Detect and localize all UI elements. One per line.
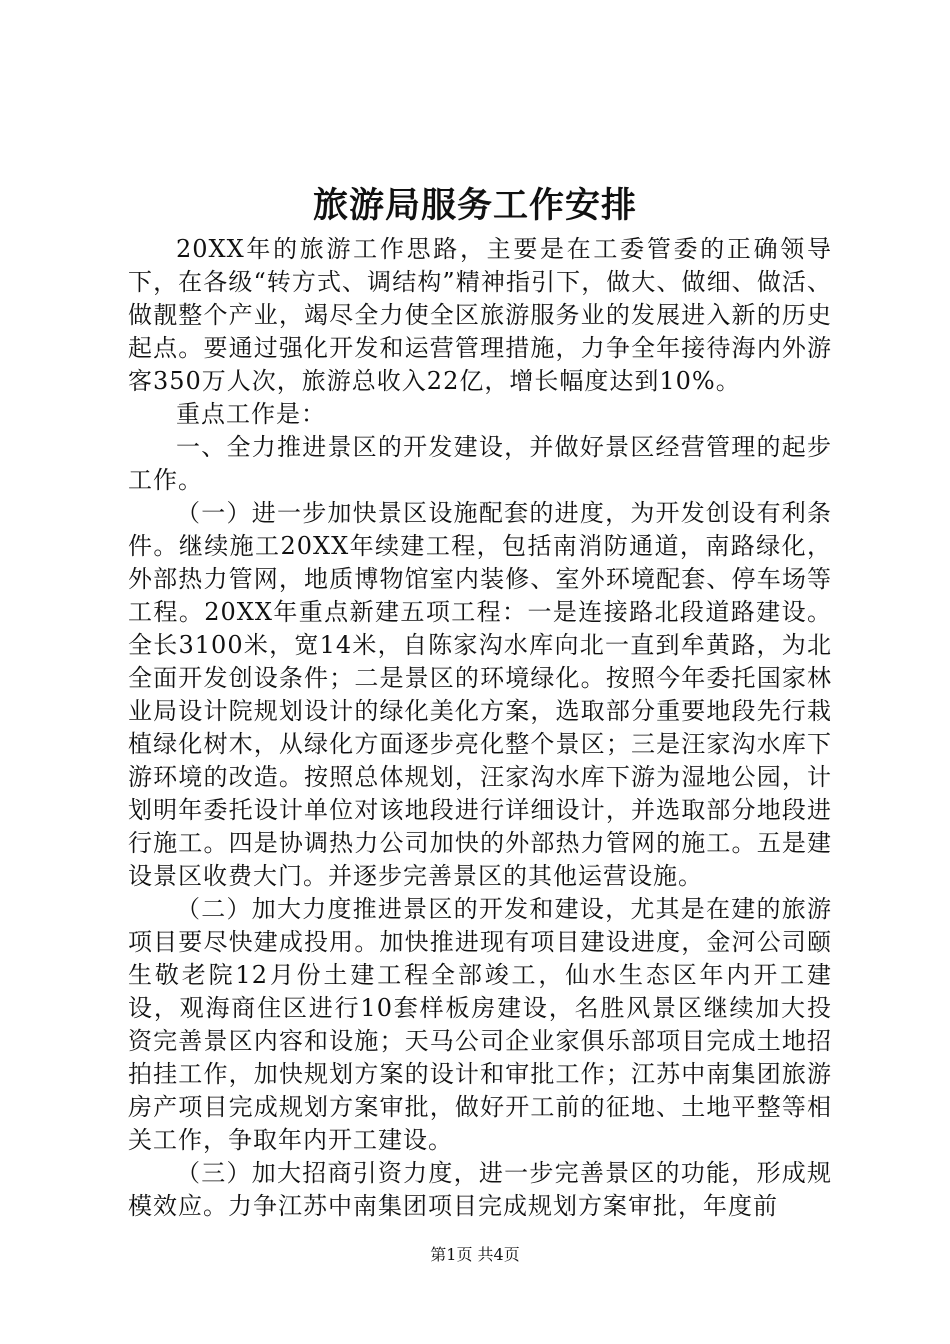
paragraph-section-1: 一、全力推进景区的开发建设，并做好景区经营管理的起步工作。: [128, 433, 832, 494]
paragraph-subsection-3: （三）加大招商引资力度，进一步完善景区的功能，形成规模效应。力争江苏中南集团项目完成规划方案审批，年度前: [128, 1159, 832, 1220]
document-title: 旅游局服务工作安排: [312, 185, 637, 226]
paragraph-subsection-1: （一）进一步加快景区设施配套的进度，为开发创设有利条件。继续施工20XX年续建工程，包括南消防通道，南路绿化，外部热力管网，地质博物馆室内装修、室外环境配套、停车场等工程。20XX年重点新建五项工程：一是连接路北段道路建设。全长3100米，宽14米，自陈家沟水库向北一直到牟黄路，为北全面开发创设条件；二是景区的环境绿化。按照今年委托国家林业局设计院规划设计的绿化美化方案，选取部分重要地段先行栽植绿化树木，从绿化方面逐步亮化整个景区；三是汪家沟水库下游环境的改造。按照总体规划，汪家沟水库下游为湿地公园，计划明年委托设计单位对该地段进行详细设计，并选取部分地段进行施工。四是协调热力公司加快的外部热力管网的施工。五是建设景区收费大门。并逐步完善景区的其他运营设施。: [128, 499, 832, 890]
page-footer: 第1页 共4页: [430, 1245, 520, 1264]
paragraph-subsection-2: （二）加大力度推进景区的开发和建设，尤其是在建的旅游项目要尽快建成投用。加快推进现有项目建设进度，金河公司颐生敬老院12月份土建工程全部竣工，仙水生态区年内开工建设，观海商住区进行10套样板房建设，名胜风景区继续加大投资完善景区内容和设施；天马公司企业家俱乐部项目完成土地招拍挂工作，加快规划方案的设计和审批工作；江苏中南集团旅游房产项目完成规划方案审批，做好开工前的征地、土地平整等相关工作，争取年内开工建设。: [128, 895, 832, 1154]
paragraph-key-work: 重点工作是：: [176, 400, 326, 428]
document-body: [128, 233, 832, 1223]
paragraph-intro: 20XX年的旅游工作思路，主要是在工委管委的正确领导下，在各级“转方式、调结构”精神指引下，做大、做细、做活、做靓整个产业，竭尽全力使全区旅游服务业的发展进入新的历史起点。要通过强化开发和运营管理措施，力争全年接待海内外游客350万人次，旅游总收入22亿，增长幅度达到10%。: [128, 235, 832, 395]
